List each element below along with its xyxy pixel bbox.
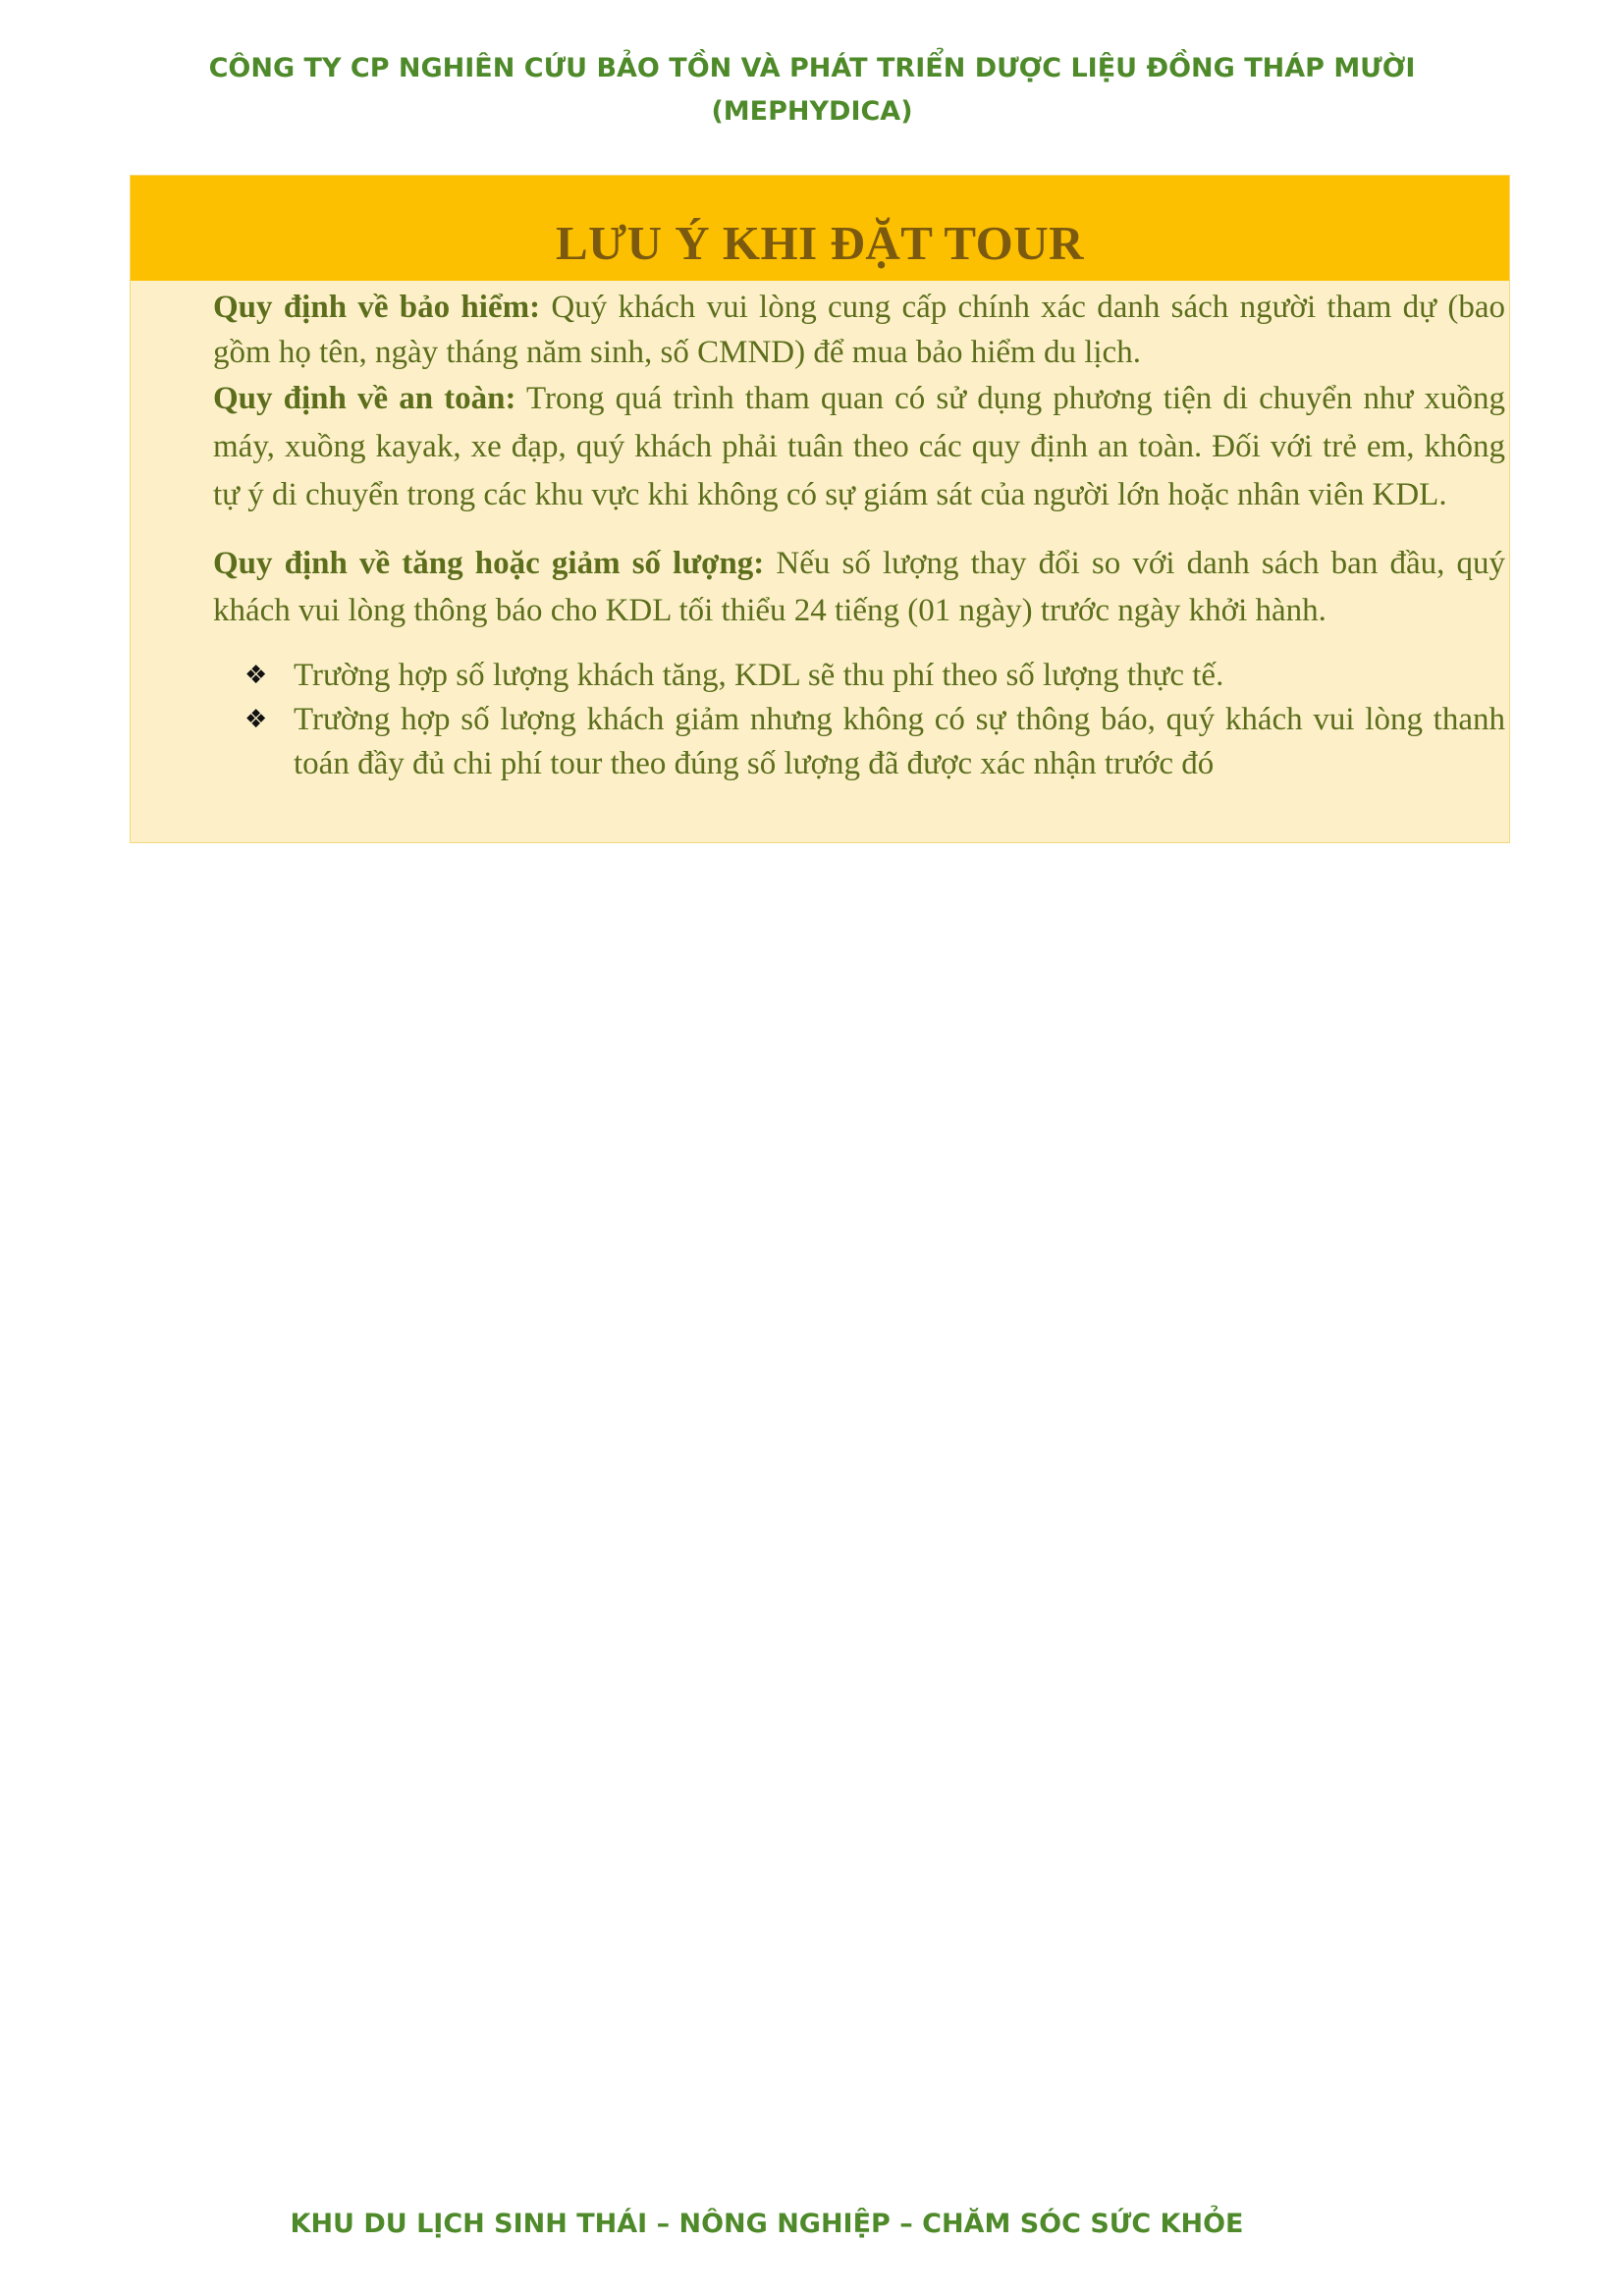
- safety-rule-lead: Quy định về an toàn:: [213, 381, 516, 416]
- list-item: [244, 654, 1505, 698]
- insurance-rule-text: Quý khách vui lòng cung cấp chính xác danh sách người tham dự (bao gồm họ tên, ngày tháng năm sinh, số CMND) để mua bảo hiểm du lịch.: [213, 290, 1505, 370]
- bullet-text: Trường hợp số lượng khách giảm nhưng không có sự thông báo, quý khách vui lòng thanh toán đầy đủ chi phí tour theo đúng số lượng đã được xác nhận trước đó: [294, 702, 1505, 781]
- company-header: [0, 47, 1624, 133]
- page-footer: KHU DU LỊCH SINH THÁI – NÔNG NGHIỆP – CHĂM SÓC SỨC KHỎE: [290, 2209, 1244, 2239]
- diamond-bullet-icon: ❖: [244, 661, 268, 690]
- booking-notice-box: [130, 175, 1510, 843]
- insurance-rule-lead: Quy định về bảo hiểm:: [213, 290, 541, 325]
- safety-rule: [213, 375, 1505, 519]
- notice-title: LƯU Ý KHI ĐẶT TOUR: [131, 176, 1509, 281]
- quantity-rule-text: Nếu số lượng thay đổi so với danh sách ban đầu, quý khách vui lòng thông báo cho KDL tối thiểu 24 tiếng (01 ngày) trước ngày khởi hành.: [213, 546, 1505, 628]
- insurance-rule: [213, 285, 1505, 375]
- diamond-bullet-icon: ❖: [244, 705, 268, 734]
- company-name: CÔNG TY CP NGHIÊN CỨU BẢO TỒN VÀ PHÁT TRIỂN DƯỢC LIỆU ĐỒNG THÁP MƯỜI: [208, 53, 1416, 83]
- bullet-text: Trường hợp số lượng khách tăng, KDL sẽ thu phí theo số lượng thực tế.: [294, 658, 1224, 693]
- company-abbreviation: (MEPHYDICA): [711, 96, 913, 127]
- quantity-bullet-list: [213, 654, 1505, 786]
- safety-rule-text: Trong quá trình tham quan có sử dụng phương tiện di chuyển như xuồng máy, xuồng kayak, xe đạp, quý khách phải tuân theo các quy định an toàn. Đối với trẻ em, không tự ý di chuyển trong các khu vực khi không có sự giám sát của người lớn hoặc nhân viên KDL.: [213, 381, 1505, 512]
- quantity-rule: [213, 540, 1505, 634]
- quantity-rule-lead: Quy định về tăng hoặc giảm số lượng:: [213, 546, 765, 581]
- list-item: [244, 698, 1505, 786]
- notice-content: [213, 281, 1505, 786]
